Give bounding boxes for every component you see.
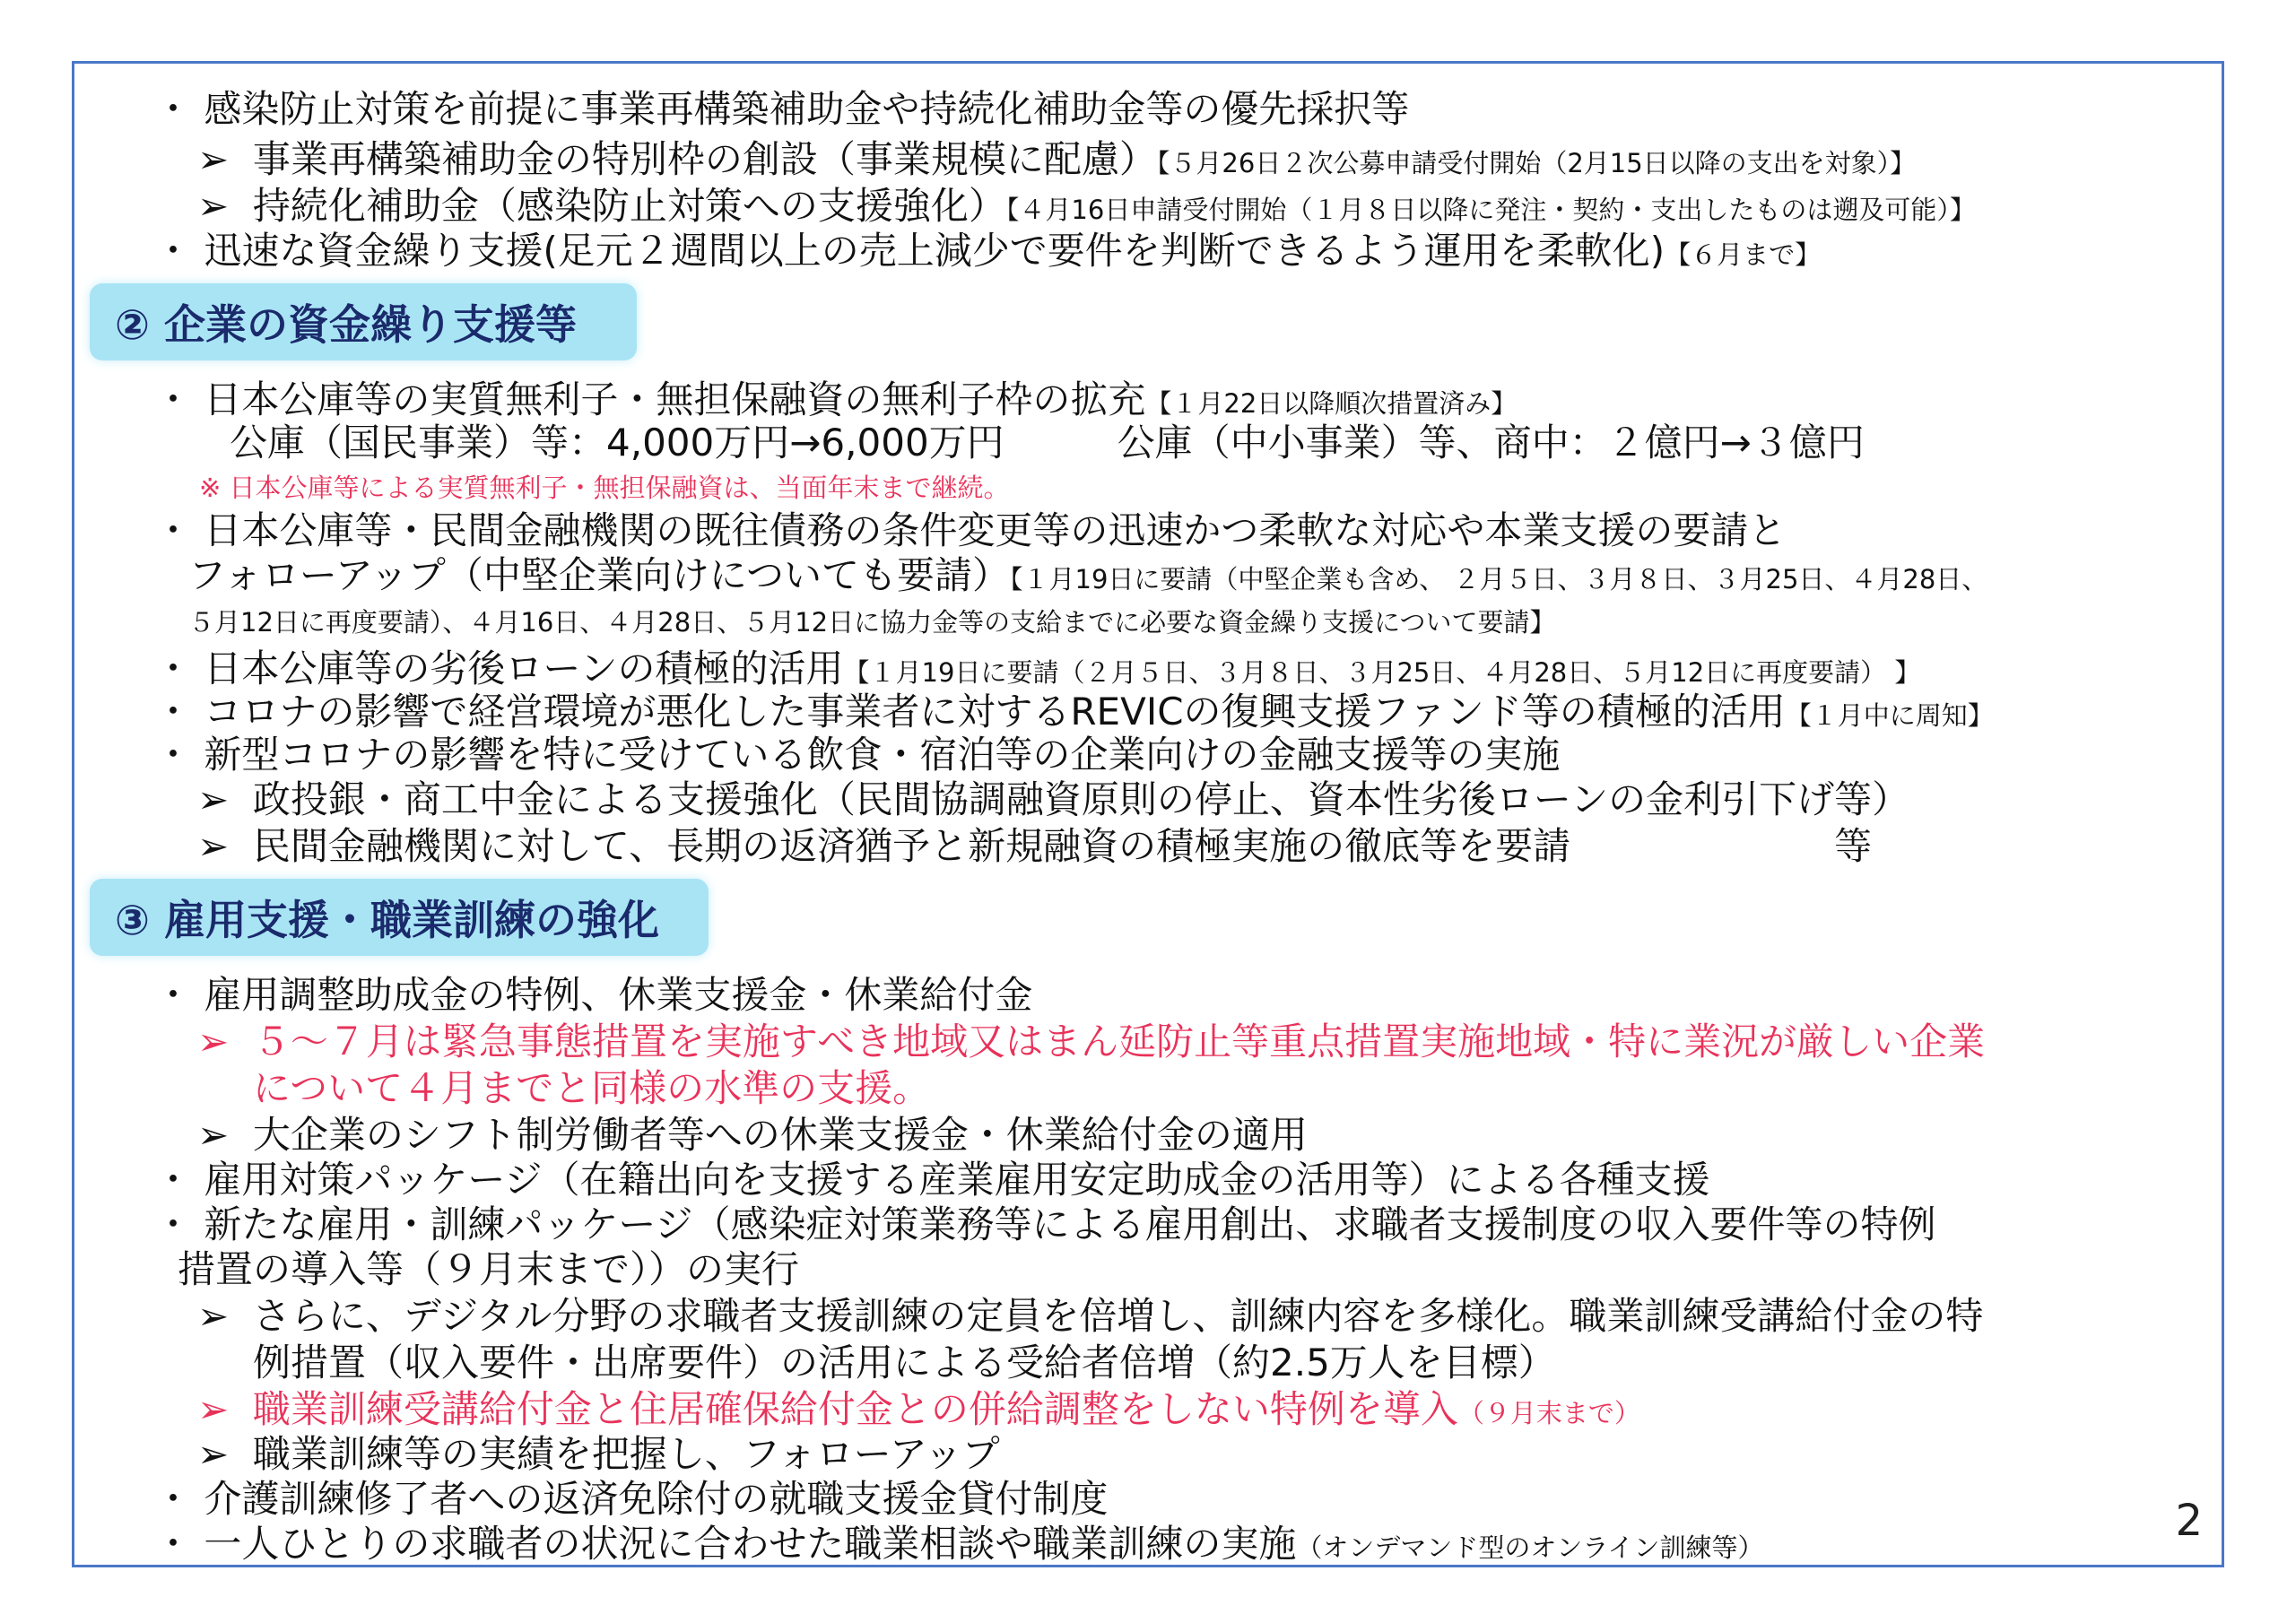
bullet-line: ・ 雇用対策パッケージ（在籍出向を支援する産業雇用安定助成金の活用等）による各種支援 (154, 1158, 1710, 1202)
sub-bullet-line: ➢ 職業訓練受講給付金と住居確保給付金との併給調整をしない特例を導入（９月末まで） (197, 1387, 1640, 1431)
text-line: について４月までと同様の水準の支援。 (253, 1066, 931, 1110)
sub-bullet-line: ➢ 職業訓練等の実績を把握し、フォローアップ (197, 1432, 1000, 1476)
bullet-line: ・ 一人ひとりの求職者の状況に合わせた職業相談や職業訓練の実施（オンデマンド型のオンライン訓練等） (154, 1522, 1764, 1566)
bullet-line: ・ 日本公庫等の劣後ローンの積極的活用【１月19日に要請（２月５日、３月８日、３月25日、４月28日、５月12日に再度要請） 】 (154, 647, 1921, 690)
bullet-line: ・ 雇用調整助成金の特例、休業支援金・休業給付金 (154, 973, 1033, 1017)
text-line: 措置の導入等（９月末まで））の実行 (178, 1247, 800, 1291)
note-line: ※ 日本公庫等による実質無利子・無担保融資は、当面年末まで継続。 (199, 473, 1010, 503)
bullet-line: ・ 新たな雇用・訓練パッケージ（感染症対策業務等による雇用創出、求職者支援制度の収入要件等の特例 (154, 1202, 1936, 1246)
section-heading: ③ 雇用支援・職業訓練の強化 (90, 879, 709, 956)
page-number: 2 (2175, 1496, 2203, 1546)
bullet-line: ・ 日本公庫等・民間金融機関の既往債務の条件変更等の迅速かつ柔軟な対応や本業支援の要請と (154, 508, 1787, 552)
sub-bullet-line: ➢ 政投銀・商工中金による支援強化（民間協調融資原則の停止、資本性劣後ローンの金利引下げ等） (197, 777, 1910, 821)
note-line: ５月12日に再度要請）、４月16日、４月28日、５月12日に協力金等の支給までに必要な資金繰り支援について要請】 (188, 607, 1556, 638)
text-line: フォローアップ（中堅企業向けについても要請）【１月19日に要請（中堅企業も含め、 ２月５日、３月８日、３月25日、４月28日、 (188, 553, 1988, 597)
bullet-line: ・ コロナの影響で経営環境が悪化した事業者に対するREVICの復興支援ファンド等の積極的活用【１月中に周知】 (154, 690, 1994, 733)
section-heading: ② 企業の資金繰り支援等 (90, 283, 637, 360)
sub-bullet-line: ➢ 大企業のシフト制労働者等への休業支援金・休業給付金の適用 (197, 1113, 1308, 1157)
text-line: 公庫（国民事業）等：4,000万円→6,000万円 公庫（中小事業）等、商中：２億円→３億円 (230, 421, 1865, 464)
sub-bullet-line: ➢ さらに、デジタル分野の求職者支援訓練の定員を倍増し、訓練内容を多様化。職業訓練受講給付金の特 (197, 1294, 1984, 1338)
bullet-line: ・ 迅速な資金繰り支援(足元２週間以上の売上減少で要件を判断できるよう運用を柔軟化)【６月まで】 (154, 229, 1822, 273)
bullet-line: ・ 感染防止対策を前提に事業再構築補助金や持続化補助金等の優先採択等 (154, 87, 1410, 131)
sub-bullet-line: ➢ 事業再構築補助金の特別枠の創設（事業規模に配慮）【５月26日２次公募申請受付開始（2月15日以降の支出を対象）】 (197, 137, 1917, 181)
bullet-line: ・ 新型コロナの影響を特に受けている飲食・宿泊等の企業向けの金融支援等の実施 (154, 733, 1561, 777)
bullet-line: ・ 介護訓練修了者への返済免除付の就職支援金貸付制度 (154, 1477, 1109, 1521)
sub-bullet-line: ➢ 民間金融機関に対して、長期の返済猶予と新規融資の積極実施の徹底等を要請 等 (197, 824, 1873, 868)
sub-bullet-line: ➢ 持続化補助金（感染防止対策への支援強化）【４月16日申請受付開始（１月８日以降に発注・契約・支出したものは遡及可能）】 (197, 184, 1976, 228)
text-line: 例措置（収入要件・出席要件）の活用による受給者倍増（約2.5万人を目標） (253, 1341, 1556, 1384)
bullet-line: ・ 日本公庫等の実質無利子・無担保融資の無利子枠の拡充【１月22日以降順次措置済み】 (154, 378, 1518, 421)
sub-bullet-line: ➢ ５～７月は緊急事態措置を実施すべき地域又はまん延防止等重点措置実施地域・特に業況が厳しい企業 (197, 1020, 1986, 1063)
